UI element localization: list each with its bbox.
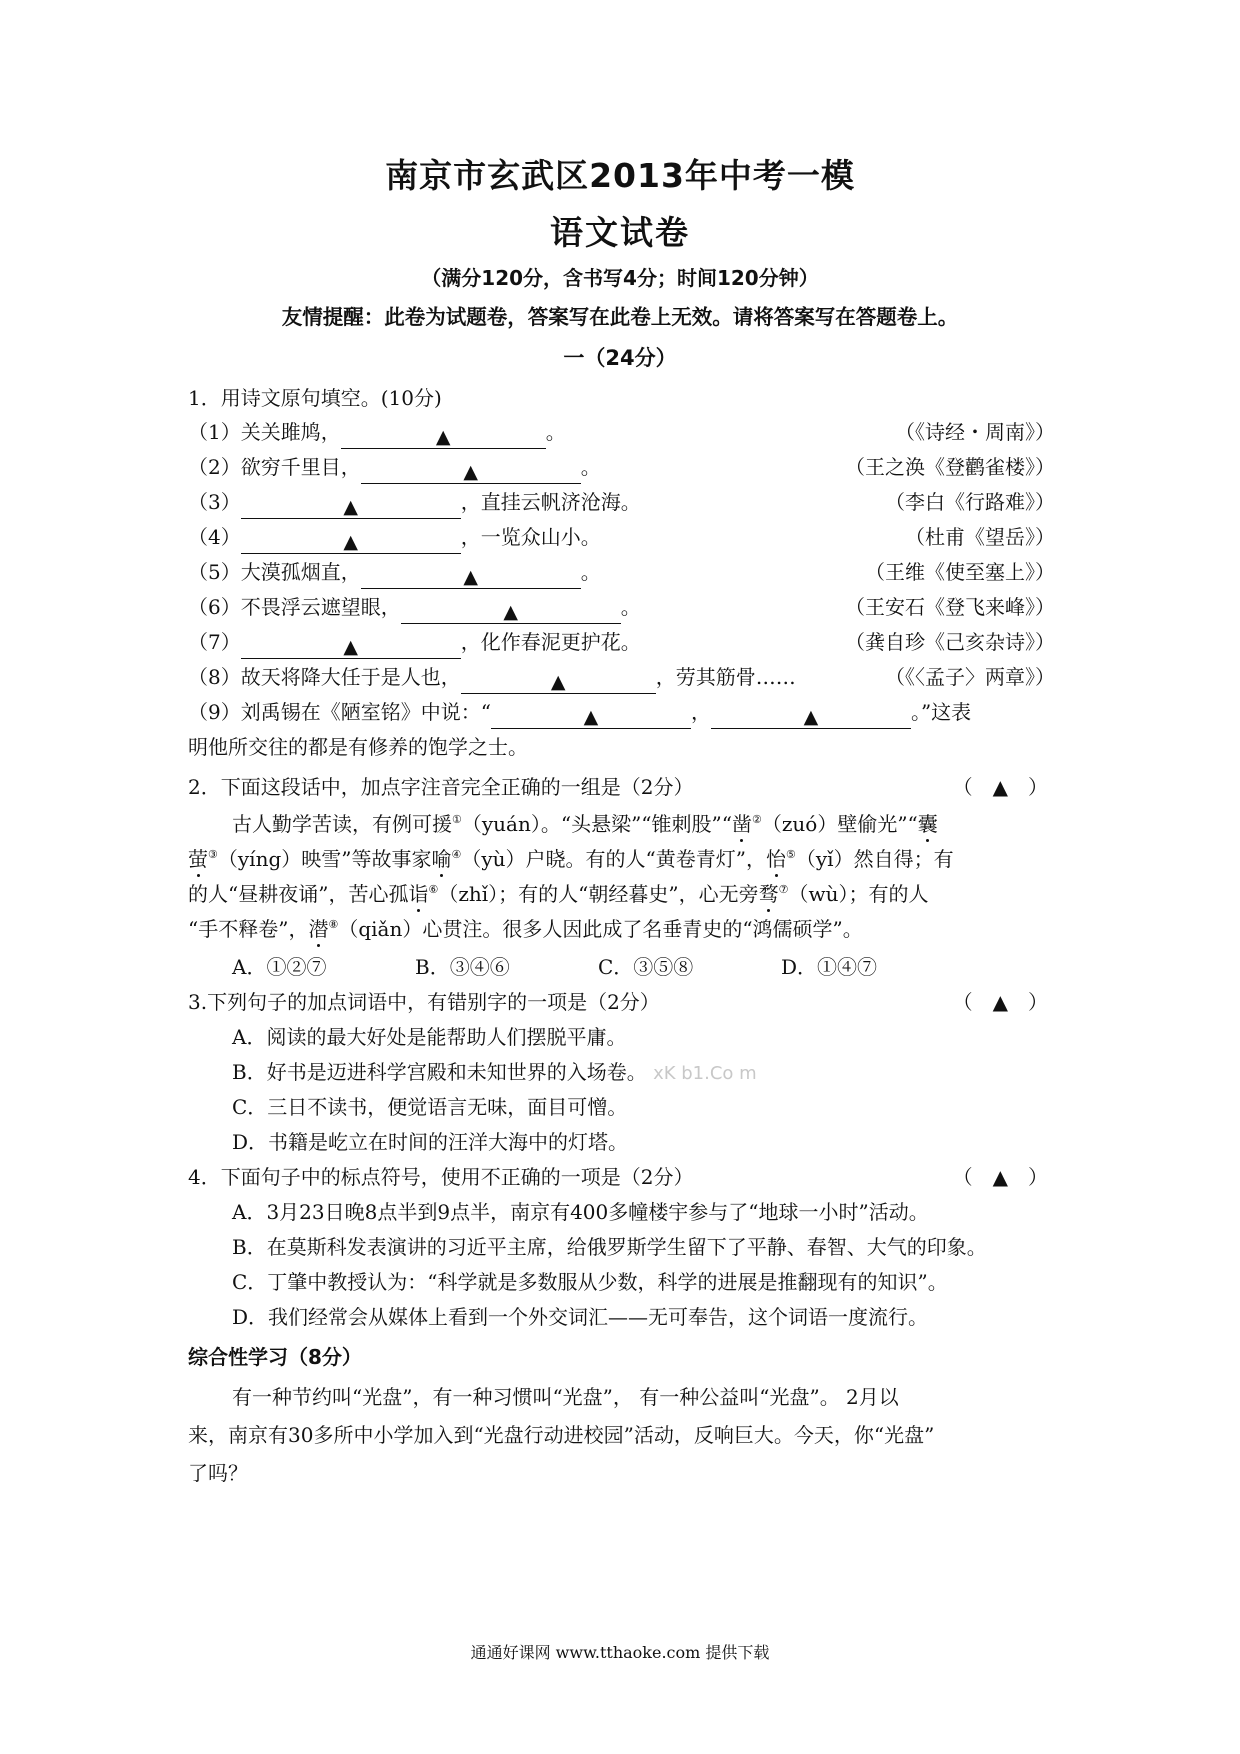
q4-answer-box[interactable]: （ ▲ ）	[952, 1165, 1048, 1189]
q1-item-8	[188, 663, 796, 694]
answer-mark: ▲	[343, 496, 359, 518]
q1-item-3-text: （3）	[188, 490, 241, 514]
exam-subtitle: 语文试卷	[550, 213, 690, 252]
q1-item-5-source: （王维《使至塞上》）	[865, 560, 1055, 584]
answer-mark: ▲	[343, 636, 359, 658]
answer-blank[interactable]	[491, 704, 691, 729]
answer-mark: ▲	[583, 706, 599, 728]
q2-option-d[interactable]: D．①④⑦	[781, 955, 878, 979]
q1-item-4	[188, 523, 601, 554]
q1-item-1	[188, 418, 566, 449]
q1-item-7-text: （7）	[188, 630, 241, 654]
answer-mark: ▲	[435, 426, 451, 448]
q1-item-4-end: ，一览众山小。	[460, 525, 601, 549]
dotted-char: 囊	[917, 812, 938, 836]
section-two-para-line-2: 来，南京有30多所中小学加入到“光盘行动进校园”活动，反响巨大。今天，你“光盘”	[188, 1423, 935, 1447]
q1-item-6-text: （6）不畏浮云遮望眼，	[188, 595, 401, 619]
text: （yuán）。“头悬梁”“锥刺股”“	[461, 812, 732, 836]
q2-stem: 2．下面这段话中，加点字注音完全正确的一组是（2分）	[188, 775, 694, 799]
text: （yíng）映雪”等故事家	[217, 847, 432, 871]
q3-option-b-row	[232, 1058, 757, 1088]
q2-option-a[interactable]: A．①②⑦	[232, 955, 327, 979]
q1-stem: 1．用诗文原句填空。(10分)	[188, 386, 442, 410]
q1-item-9-end: 。”这表	[910, 700, 972, 724]
answer-blank[interactable]	[401, 599, 621, 624]
answer-mark: ▲	[803, 706, 819, 728]
q1-item-8-source: （《〈孟子〉两章》）	[885, 665, 1055, 689]
q2-para-line-1	[232, 810, 938, 838]
note-number: ⑦	[778, 883, 789, 896]
q1-item-4-source: （杜甫《望岳》）	[905, 525, 1055, 549]
dotted-char: 怡	[766, 847, 786, 871]
q2-option-b[interactable]: B．③④⑥	[415, 955, 510, 979]
q1-item-4-text: （4）	[188, 525, 241, 549]
q1-item-7	[188, 628, 641, 659]
q4-option-b[interactable]: B．在莫斯科发表演讲的习近平主席，给俄罗斯学生留下了平静、春智、大气的印象。	[232, 1235, 987, 1259]
q1-item-9-continued: 明他所交往的都是有修养的饱学之士。	[188, 735, 528, 759]
dotted-char: 诣	[408, 882, 429, 906]
exam-title: 南京市玄武区2013年中考一模	[385, 156, 855, 195]
q3-answer-box[interactable]: （ ▲ ）	[952, 990, 1048, 1014]
section-two-heading: 综合性学习（8分）	[188, 1345, 362, 1369]
text: （zuó）壁偷光”“	[761, 812, 918, 836]
q2-options	[232, 953, 877, 981]
q1-item-2-text: （2）欲穷千里目，	[188, 455, 361, 479]
note-number: ②	[751, 813, 762, 826]
answer-blank[interactable]	[361, 459, 581, 484]
q1-item-8-end: ，劳其筋骨……	[655, 665, 796, 689]
answer-blank[interactable]	[341, 424, 546, 449]
q1-item-3	[188, 488, 641, 519]
q1-item-3-source: （李白《行路难》）	[885, 490, 1055, 514]
q4-option-c[interactable]: C．丁肇中教授认为：“科学就是多数服从少数，科学的进展是推翻现有的知识”。	[232, 1270, 948, 1294]
note-number: ④	[451, 848, 462, 861]
section-two-para-line-1: 有一种节约叫“光盘”，有一种习惯叫“光盘”， 有一种公益叫“光盘”。 2月以	[232, 1385, 899, 1409]
q3-option-d[interactable]: D．书籍是屹立在时间的汪洋大海中的灯塔。	[232, 1130, 629, 1154]
note-number: ③	[208, 848, 218, 861]
q1-item-5-text: （5）大漠孤烟直，	[188, 560, 361, 584]
watermark-text: xK b1.Co m	[653, 1063, 757, 1084]
answer-mark: ▲	[550, 671, 566, 693]
answer-blank[interactable]	[461, 669, 656, 694]
score-info: （满分120分，含书写4分；时间120分钟）	[421, 266, 819, 290]
q1-item-2-end: 。	[580, 455, 601, 479]
q1-item-1-text: （1）关关雎鸠，	[188, 420, 341, 444]
q3-option-c[interactable]: C．三日不读书，便觉语言无味，面目可憎。	[232, 1095, 628, 1119]
q2-para-line-3	[188, 880, 928, 908]
note-number: ⑤	[786, 848, 796, 861]
page-footer: 通通好课网 www.tthaoke.com 提供下载	[470, 1643, 770, 1662]
q1-item-2	[188, 453, 601, 484]
text: 的人“昼耕夜诵”，苦心孤	[188, 882, 409, 906]
q1-item-6-end: 。	[620, 595, 641, 619]
note-number: ⑥	[428, 883, 439, 896]
text: 古人勤学苦读，有例可援	[232, 812, 452, 836]
q2-para-line-4	[188, 915, 863, 943]
q1-item-2-source: （王之涣《登鹳雀楼》）	[845, 455, 1055, 479]
q1-item-1-end: 。	[545, 420, 566, 444]
q1-item-9-comma: ，	[690, 700, 711, 724]
answer-mark: ▲	[343, 531, 359, 553]
q4-option-d[interactable]: D．我们经常会从媒体上看到一个外交词汇——无可奉告，这个词语一度流行。	[232, 1305, 929, 1329]
text: （wù）；有的人	[788, 882, 929, 906]
answer-blank[interactable]	[711, 704, 911, 729]
q1-item-7-source: （龚自珍《己亥杂诗》）	[845, 630, 1055, 654]
dotted-char: 潜	[308, 917, 329, 941]
dotted-char: 喻	[431, 847, 452, 871]
q2-answer-box[interactable]: （ ▲ ）	[952, 775, 1048, 799]
q1-item-3-end: ，直挂云帆济沧海。	[460, 490, 641, 514]
answer-blank[interactable]	[361, 564, 581, 589]
q1-item-7-end: ，化作春泥更护花。	[460, 630, 641, 654]
section-one-heading: 一（24分）	[563, 346, 677, 370]
q3-option-a[interactable]: A．阅读的最大好处是能帮助人们摆脱平庸。	[232, 1025, 627, 1049]
answer-mark: ▲	[463, 566, 479, 588]
text: （yù）户晓。有的人“黄卷青灯”，	[461, 847, 766, 871]
q3-option-b[interactable]: B．好书是迈进科学宫殿和未知世界的入场卷。	[232, 1060, 647, 1084]
text: （qiǎn）心贯注。很多人因此成了名垂青史的“鸿儒硕学”。	[338, 917, 863, 941]
answer-blank[interactable]	[241, 529, 461, 554]
answer-blank[interactable]	[241, 494, 461, 519]
text: （yǐ）然自得；有	[795, 847, 954, 871]
q1-item-5-end: 。	[580, 560, 601, 584]
q1-item-5	[188, 558, 601, 589]
q3-stem: 3.下列句子的加点词语中，有错别字的一项是（2分）	[188, 990, 660, 1014]
answer-mark: ▲	[463, 461, 479, 483]
section-two-para-line-3: 了吗？	[188, 1461, 248, 1485]
q4-stem: 4．下面句子中的标点符号，使用不正确的一项是（2分）	[188, 1165, 694, 1189]
q2-option-c[interactable]: C．③⑤⑧	[598, 955, 694, 979]
q1-item-9	[188, 698, 971, 729]
dotted-char: 萤	[188, 847, 208, 871]
dotted-char: 骛	[758, 882, 779, 906]
note-number: ①	[452, 813, 462, 826]
answer-mark: ▲	[503, 601, 519, 623]
q1-item-9-text: （9）刘禹锡在《陋室铭》中说：“	[188, 700, 491, 724]
q2-para-line-2	[188, 845, 954, 873]
reminder: 友情提醒：此卷为试题卷，答案写在此卷上无效。请将答案写在答题卷上。	[281, 305, 959, 329]
note-number: ⑧	[328, 918, 339, 931]
dotted-char: 凿	[731, 812, 752, 836]
answer-blank[interactable]	[241, 634, 461, 659]
text: （zhǐ）；有的人“朝经暮史”，心无旁	[438, 882, 759, 906]
q1-item-1-source: （《诗经・周南》）	[895, 420, 1055, 444]
q1-item-6-source: （王安石《登飞来峰》）	[845, 595, 1055, 619]
text: “手不释卷”，	[188, 917, 309, 941]
q4-option-a[interactable]: A．3月23日晚8点半到9点半，南京有400多幢楼宇参与了“地球一小时”活动。	[232, 1200, 929, 1224]
q1-item-8-text: （8）故天将降大任于是人也，	[188, 665, 461, 689]
q1-item-6	[188, 593, 641, 624]
